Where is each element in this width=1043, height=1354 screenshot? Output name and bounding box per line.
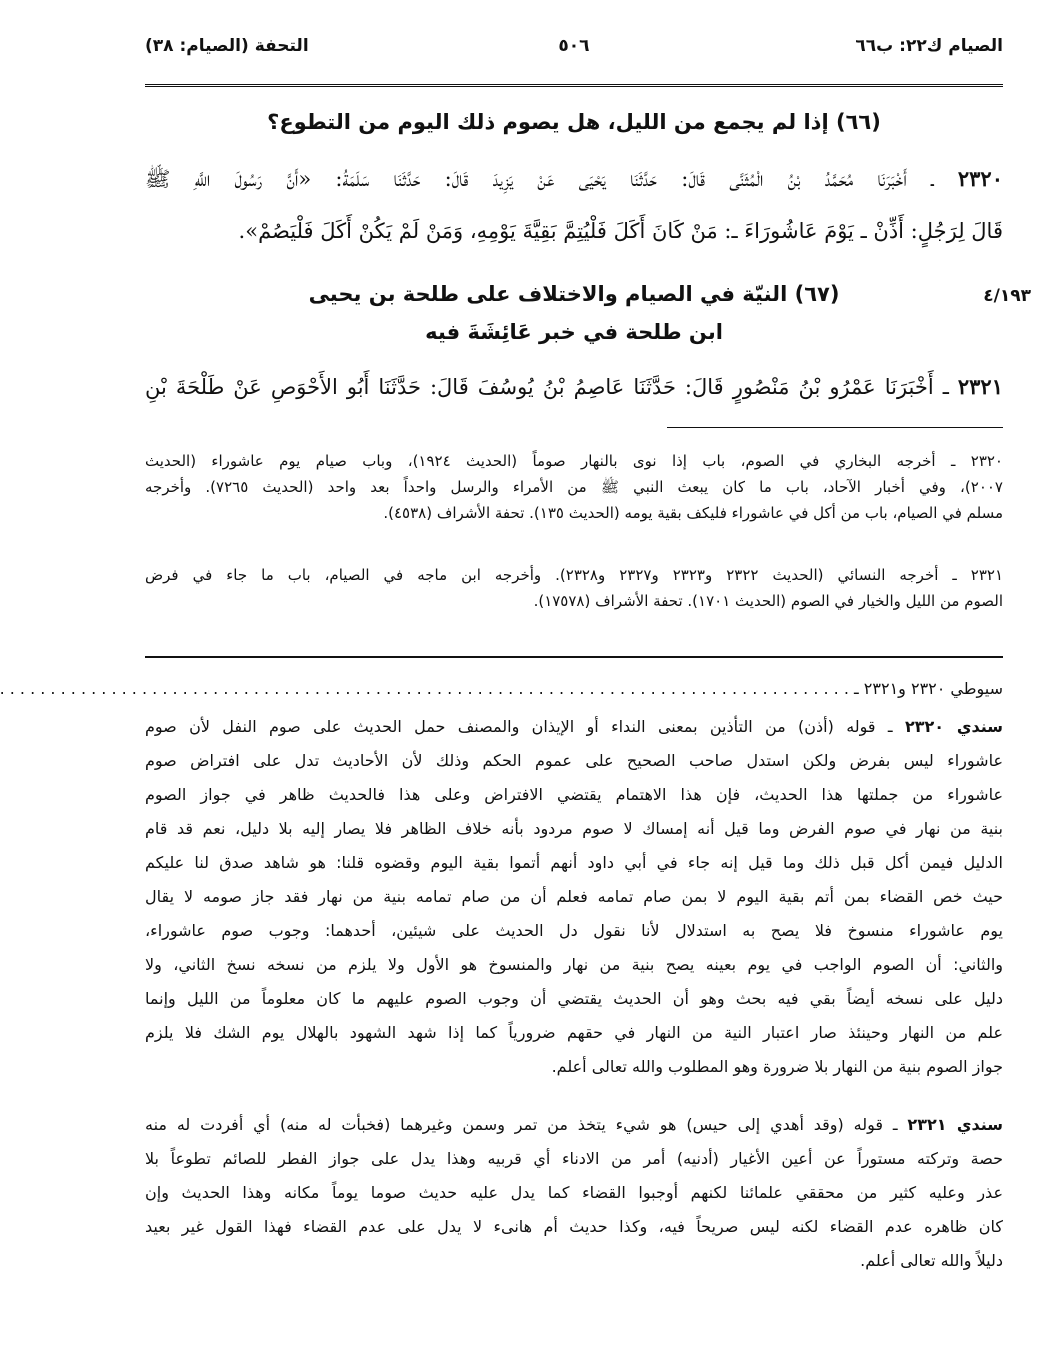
footnote-line: ٢٣٢٠ ـ أخرجه البخاري في الصوم، باب إذا نوى بالنهار صوماً (الحديث ١٩٢٤)، وباب صيام يوم عاشوراء (الحديث [145, 452, 1003, 470]
hadith-2321-text: ـ أَخْبَرَنَا عَمْرُو بْنُ مَنْصُورٍ قَالَ: حَدَّثَنَا عَاصِمُ بْنُ يُوسُفَ قَالَ: حَدَّثَنَا أَبُو الأَحْوَصِ عَنْ طَلْحَةَ بْنِ [145, 375, 949, 399]
chapter-67-title-line-1: (٦٧) النيّة في الصيام والاختلاف على طلحة بن يحيى [308, 282, 840, 306]
page-number: ٥٠٦ [558, 36, 590, 56]
hadith-2321-number: ٢٣٢١ [957, 374, 1003, 399]
commentary-line: عاشوراء من جملتها هذا الحديث، فإن هذا الاهتمام يقتضي الافتراض وعلى هذا فالحديث ظاهر في جواز الصوم [145, 785, 1003, 804]
commentary-line: جواز الصوم بنية من النهار بلا ضرورة وهو المطلوب والله تعالى أعلم. [551, 1057, 1003, 1076]
hadith-2320-text: ـ أَخْبَرَنَا مُحَمَّدُ بْنُ الْمُثَنَّى قَالَ: حَدَّثَنَا يَحْيَى عَنْ يَزِيدَ قَالَ: حَدَّثَنَا سَلَمَةُ: «أَنَّ رَسُولَ اللَّهِ ﷺ [145, 167, 934, 191]
sindi-commentary-2320 [145, 710, 1003, 1084]
footnote-line: ٢٣٢١ ـ أخرجه النسائي (الحديث ٢٣٢٢ و٢٣٢٣ و٢٣٢٧ و٢٣٢٨). وأخرجه ابن ماجه في الصيام، باب ما جاء في فرض [145, 566, 1004, 584]
suyuti-line: سيوطي ٢٣٢٠ و٢٣٢١ ـ . . . . . . . . . . . . . . . . . . . . . . . . . . . . . . . . . . . . . . . . . . . . . . . . . . . . . . . . . . . . . . . . . . . . . . . . . . . . . . . . . . . . [0, 679, 1003, 698]
commentary-divider [145, 656, 1003, 658]
commentary-line: حصة وتركته مستوراً عن أعين الأغيار (أدنيه) أمر من الادناء أي قربيه وهذا يدل على جواز الفطر للصائم تطوعاً بلا [145, 1149, 1003, 1168]
commentary-line: بنية من نهار في صوم الفرض وما قيل أنه إمساك لا صوم مردود بأنه خلاف الظاهر فلا يصار إليه بلا دليل، نعم قد قام [145, 819, 1003, 838]
footnote-2320 [145, 448, 1003, 526]
hadith-2320-line-1 [145, 158, 1003, 200]
commentary-line: دليلاً والله تعالى أعلم. [860, 1251, 1003, 1270]
suyuti-commentary [0, 672, 1003, 706]
footnote-line: الصوم من الليل والخيار في الصوم (الحديث ١٧٠١). تحفة الأشراف (١٧٥٧٨). [533, 592, 1003, 610]
commentary-line: دليل على نسخه أيضاً بقي فيه بحث وهو أن الحديث يقتضي أن وجوب الصوم عليهم ما كان معلوماً من الليل وإنما [145, 989, 1003, 1008]
sindi-2321-label: سندي ٢٣٢١ [907, 1115, 1004, 1134]
commentary-text: ـ قوله (وقد أهدي إلى حيس) هو شيء يتخذ من تمر وسمن وغيرهما (فخبأت له منه) أي أفردت له منه [145, 1115, 898, 1134]
commentary-line: عاشوراء ليس بفرض ولكن استدل صاحب الصحيح على عموم الحكم وذلك لأن الأحاديث تدل على افتراض صوم [145, 751, 1003, 770]
commentary-line: يوم عاشوراء منسوخ فلا يصح به استدلال لأنا نقول دل الحديث على شيئين، أحدهما: وجوب صوم عاشوراء، [145, 921, 1003, 940]
hadith-2321-line-1 [145, 366, 1003, 408]
commentary-line: كان ظاهره عدم القضاء لكنه ليس صريحاً فيه، وكذا حديث أم هانىء لا يدل على عدم القضاء فهذا القول غير بعيد [145, 1217, 1003, 1236]
hadith-2320-line-2: قَالَ لِرَجُلٍ: أَذِّنْ ـ يَوْمَ عَاشُورَاءَ ـ: مَنْ كَانَ أَكَلَ فَلْيُتِمَّ بَقِيَّةَ يَوْمِهِ، وَمَنْ لَمْ يَكُنْ أَكَلَ فَلْيَصُمْ». [238, 219, 1003, 243]
commentary-line [145, 710, 1003, 744]
page-header [145, 36, 1003, 70]
commentary-line [145, 1108, 1003, 1142]
commentary-line: عذر وعليه كثير من محققي علمائنا لكنهم أوجبوا القضاء كما يدل عليه حديث صوما يوماً مكانه وهذا الحديث وإن [145, 1183, 1003, 1202]
footnote-line: ٢٠٠٧)، وفي أخبار الآحاد، باب ما كان يبعث النبي ﷺ من الأمراء والرسل واحداً بعد واحد (الحديث ٧٢٦٥). وأخرجه [145, 478, 1003, 496]
sindi-commentary-2321 [145, 1108, 1003, 1278]
commentary-line: حيث خص القضاء بمن أتم بقية اليوم لا بمن صام تمامه فعلم أن من صام تمامه بنية من نهار فقد جاز صومه لا يقال [145, 887, 1003, 906]
footnote-line: مسلم في الصيام، باب من أكل في عاشوراء فليكف بقية يومه (الحديث ١٣٥). تحفة الأشراف (٤٥٣٨). [383, 504, 1003, 522]
header-section-ref: الصيام ك٢٢: ب٦٦ [855, 36, 1003, 56]
header-tuhfa-ref: التحفة (الصيام: ٣٨) [145, 36, 309, 56]
commentary-line: الدليل فيمن أكل قبل ذلك وما قيل إنه جاء في أبي داود أنهم أتموا بقية اليوم وقضوه قلنا: هو شاهد صدق لنا عليكم [145, 853, 1003, 872]
chapter-67-title-line-2: ابن طلحة في خبر عَائِشَةَ فيه [425, 320, 723, 344]
commentary-text: ـ قوله (أذن) من التأذين بمعنى النداء أو الإيذان والمصنف حمل الحديث على صوم النفل لأن صوم [145, 717, 893, 736]
commentary-line: علم من النهار وحينئذ صار اعتبار النية من النهار في حقهم ضرورياً كما إذا شهد الشهود بالهلال يوم الشك فلا يلزم [145, 1023, 1003, 1042]
commentary-line: والثاني: أن الصوم الواجب في يوم بعينه يصح بنية من نهار والمنسوخ هو الأول ولا يلزم من نسخه نسخ الثاني، ولا [145, 955, 1003, 974]
hadith-2320-number: ٢٣٢٠ [957, 166, 1003, 191]
sindi-2320-label: سندي ٢٣٢٠ [904, 717, 1003, 736]
header-divider [145, 84, 1003, 87]
chapter-66-title: (٦٦) إذا لم يجمع من الليل، هل يصوم ذلك اليوم من التطوع؟ [267, 110, 881, 134]
footnote-divider [667, 427, 1003, 428]
footnote-2321 [145, 562, 1003, 614]
margin-reference: ٤/١٩٣ [983, 286, 1031, 306]
